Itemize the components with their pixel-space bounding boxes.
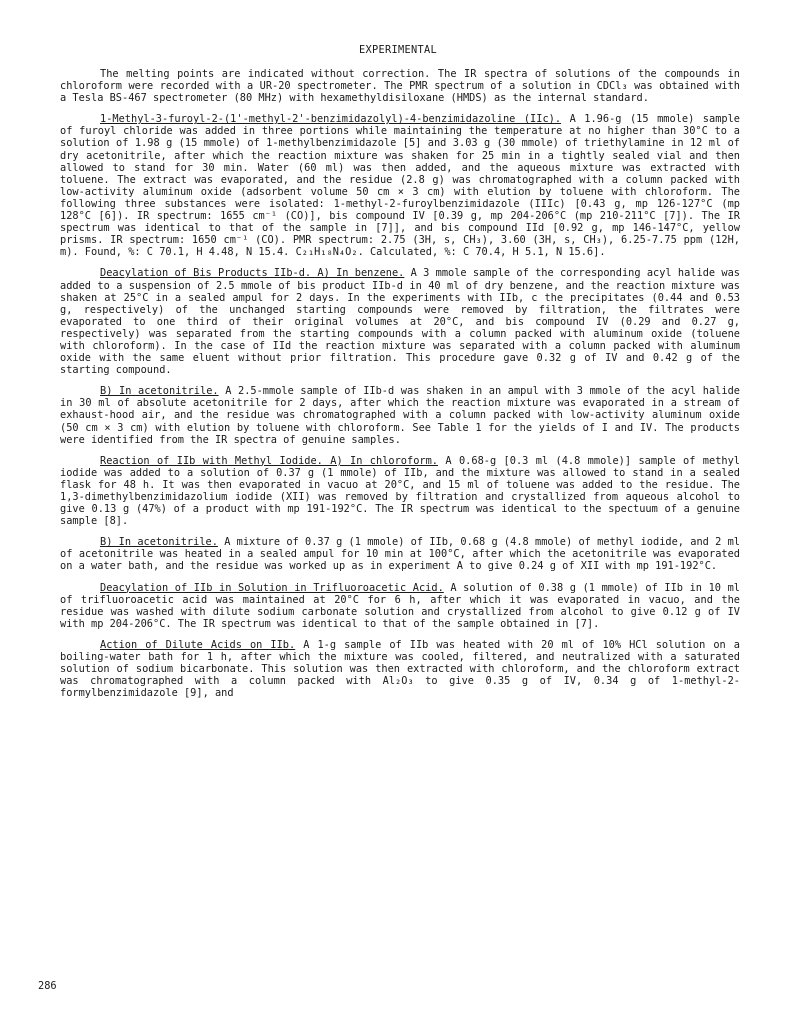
paragraph-dilute-acids [60, 639, 740, 699]
paragraph-lead: Reaction of IIb with Methyl Iodide. A) In chloroform. [100, 454, 439, 467]
paragraph-trifluoroacetic-acid [60, 582, 740, 630]
document-body [60, 68, 740, 708]
paragraph-text: A 0.68-g [0.3 ml (4.8 mmole)] sample of methyl iodide was added to a solution of 0.37 g (1 mmole) of IIb, and the mixture was allowed to stand in a sealed flask for 48 h. It was then evaporated in vacuo at 20°C, and 15 ml of toluene was added to the residue. The 1,3-dimethylbenzimidazolium iodide (XII) was removed by filtration and crystallized from aqueous alcohol to give 0.13 g (47%) of a product with mp 191-192°C. The IR spectrum was identical to the spectuum of a genuine sample [8]. [60, 454, 741, 528]
paragraph-lead: 1-Methyl-3-furoyl-2-(1'-methyl-2'-benzimidazolyl)-4-benzimidazoline (IIc). [100, 113, 562, 126]
paragraph-lead: B) In acetonitrile. [100, 536, 218, 549]
paragraph-text: The melting points are indicated without correction. The IR spectra of solutions of the compounds in chloroform were recorded with a UR-20 spectrometer. The PMR spectrum of a solution in CDCl₃ was obtained with a Tesla BS-467 spectrometer (80 MHz) with hexamethyldisiloxane (HMDS) as the internal standard. [60, 68, 740, 105]
paragraph-text: A 2.5-mmole sample of IIb-d was shaken in an ampul with 3 mmole of the acyl halide in 30 ml of absolute acetonitrile for 2 days, after which the reaction mixture was evaporated in a stream of exhaust-hood air, and the residue was chromatographed with a column packed with low-activity aluminum oxide (50 cm × 3 cm) with elution by toluene with chloroform. See Table 1 for the yields of I and IV. The products were identified from the IR spectra of genuine samples. [60, 385, 740, 446]
page-number: 286 [38, 980, 57, 992]
paragraph-text: A 1.96-g (15 mmole) sample of furoyl chloride was added in three portions while maintaining the temperature at no higher than 30°C to a solution of 1.98 g (15 mmole) of 1-methylbenzimidazole [5] and 3.03 g (30 mmole) of triethylamine in 12 ml of dry acetonitrile, after which the reaction mixture was shaken for 25 min in a tightly sealed vial and then allowed to stand for 30 min. Water (60 ml) was then added, and the aqueous mixture was extracted with toluene. The extract was evaporated, and the residue (2.8 g) was chromatographed with a column packed with low-activity aluminum oxide (adsorbent volume 50 cm × 3 cm) with elution by toluene with chloroform. The following three substances were isolated: 1-methyl-2-furoylbenzimidazole (IIIc) [0.43 g, mp 126-127°C (mp 128°C [6]). IR spectrum: 1655 cm⁻¹ (CO)], bis compound IV [0.39 g, mp 204-206°C (mp 210-211°C [7]). The IR spectrum was identical to that of the sample in [7]], and bis compound IId [0.92 g, mp 146-147°C, yellow prisms. IR spectrum: 1650 cm⁻¹ (CO). PMR spectrum: 2.75 (3H, s, CH₃), 3.60 (3H, s, CH₃), 6.25-7.75 ppm (12H, m). Found, %: C 70.1, H 4.48, N 15.4. C₂₁H₁₈N₄O₂. Calculated, %: C 70.4, H 5.1, N 15.6]. [60, 113, 740, 259]
paragraph-lead: Deacylation of Bis Products IIb-d. A) In benzene. [100, 267, 405, 280]
paragraph-intro [60, 68, 740, 104]
paragraph-deacylation-benzene [60, 267, 740, 376]
paragraph-lead: Action of Dilute Acids on IIb. [100, 638, 296, 651]
paragraph-synthesis-iic [60, 113, 740, 258]
paragraph-methyl-iodide-acetonitrile [60, 536, 740, 572]
paragraph-deacylation-acetonitrile [60, 385, 740, 445]
paragraph-text: A 3 mmole sample of the corresponding acyl halide was added to a suspension of 2.5 mmole of bis product IIb-d in 40 ml of dry benzene, and the reaction mixture was shaken at 25°C in a sealed ampul for 2 days. In the experiments with IIb, c the precipitates (0.44 and 0.53 g, respectively) of the unchanged starting compounds were removed by filtration, the filtrates were evaporated to one third of their original volumes at 20°C, and bis compound IV (0.29 and 0.27 g, respectively) was separated from the starting compounds with a column packed with aluminum oxide (toluene with chloroform). In the case of IId the reaction mixture was separated with a column packed with aluminum oxide with the same eluent without prior filtration. This procedure gave 0.32 g of IV and 0.42 g of the starting compound. [60, 267, 740, 377]
paragraph-methyl-iodide-chloroform [60, 455, 740, 528]
paragraph-text: A 1-g sample of IIb was heated with 20 ml of 10% HCl solution on a boiling-water bath for 1 h, after which the mixture was cooled, filtered, and neutralized with a saturated solution of sodium bicarbonate. This solution was then extracted with chloroform, and the chloroform extract was chromatographed with a column packed with Al₂O₃ to give 0.35 g of IV, 0.34 g of 1-methyl-2-formylbenzimidazole [9], and [60, 638, 740, 700]
paragraph-text: A mixture of 0.37 g (1 mmole) of IIb, 0.68 g (4.8 mmole) of methyl iodide, and 2 ml of acetonitrile was heated in a sealed ampul for 10 min at 100°C, after which the acetonitrile was evaporated on a water bath, and the residue was worked up as in experiment A to give 0.24 g of XII with mp 191-192°C. [60, 536, 740, 573]
paragraph-text: A solution of 0.38 g (1 mmole) of IIb in 10 ml of trifluoroacetic acid was maintained at 20°C for 6 h, after which it was evaporated in vacuo, and the residue was washed with dilute sodium carbonate solution and crystallized from alcohol to give 0.12 g of IV with mp 204-206°C. The IR spectrum was identical to that of the sample obtained in [7]. [60, 581, 740, 630]
section-heading: EXPERIMENTAL [359, 44, 437, 56]
paragraph-lead: Deacylation of IIb in Solution in Trifluoroacetic Acid. [100, 581, 444, 594]
paragraph-lead: B) In acetonitrile. [100, 385, 219, 398]
